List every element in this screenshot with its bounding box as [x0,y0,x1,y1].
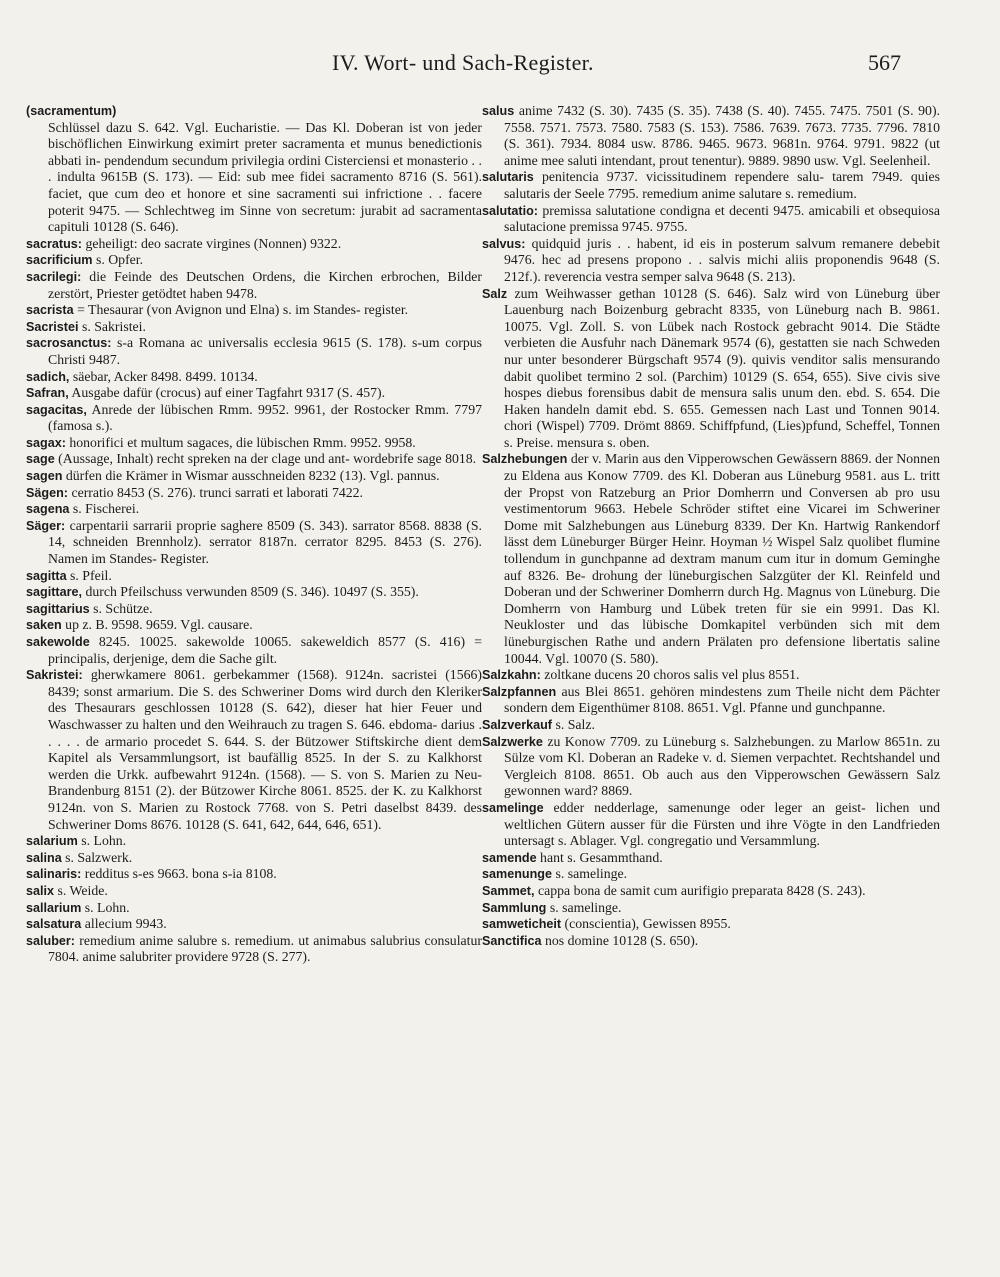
entry-headword: Salzkahn: [482,668,541,683]
entry-headword: Sanctifica [482,933,542,948]
index-entry [482,933,940,950]
index-entry [26,634,482,667]
entry-headword: sagacitas, [26,402,87,417]
index-entry [26,866,482,883]
entry-text: (conscientia), Gewissen 8955. [561,916,731,932]
entry-headword: Salzverkauf [482,717,553,732]
entry-headword: sagen [26,469,63,484]
entry-headword: sagittarius [26,601,90,616]
index-entry [26,833,482,850]
entry-headword: Sammlung [482,900,547,915]
index-entry [482,883,940,900]
entry-text: carpentarii sarrarii proprie saghere 8509 (S. 343). sarrator 8568. 8838 (S. 14, schneiden Brennholz). serrator 8187n. cerrator 8295. 8453 (S. 276). Namen im Standes- Register. [48,517,482,567]
entry-headword: sagena [26,502,70,517]
index-entry [482,169,940,202]
index-entry [26,103,482,236]
index-entry [482,667,940,684]
entry-headword: sagax: [26,435,66,450]
page-title: IV. Wort- und Sach-Register. [332,50,594,75]
entry-headword: saluber: [26,933,75,948]
entry-text: s. Sakristei. [78,318,146,334]
index-entry [26,402,482,435]
entry-headword: sagitta [26,568,67,583]
entry-headword: salutatio: [482,203,538,218]
entry-headword: salvus: [482,236,526,251]
entry-headword: (sacramentum) [26,104,117,118]
page-number: 567 [868,50,901,75]
entry-text: Ausgabe dafür (crocus) auf einer Tagfahrt 9317 (S. 457). [68,385,386,401]
entry-headword: salutaris [482,170,534,185]
index-entry [482,734,940,800]
index-entry [26,435,482,452]
index-entry [26,518,482,568]
entry-headword: Sacristei [26,319,79,334]
index-entry [26,385,482,402]
entry-text: honorifici et multum sagaces, die lübischen Rmm. 9952. 9958. [65,434,416,450]
entry-text: edder nedderlage, samenunge oder leger an geist- lichen und weltlichen Gütern ausser für die Fürsten und ihre Vögte in den Landfrieden untersagt s. Ablager. Vgl. congregatio und Versammlung. [504,799,940,849]
entry-headword: sakewolde [26,635,90,649]
entry-headword: sacratus: [26,236,83,251]
entry-text: s. Fischerei. [69,501,140,517]
index-entry [482,850,940,867]
entry-headword: Salzhebungen [482,452,568,467]
page-header [0,50,1000,80]
index-entry [26,468,482,485]
entry-headword: samweticheit [482,917,562,932]
entry-headword: sacrista [26,303,74,318]
entry-text: s. samelinge. [552,866,628,882]
index-entry [26,617,482,634]
index-entry [482,103,940,169]
entry-text: s. Lohn. [81,899,130,915]
index-entry [26,335,482,368]
entry-headword: Sägen: [26,485,68,500]
entry-headword: sacrilegi: [26,269,82,284]
entry-headword: salarium [26,834,78,849]
entry-text: Anrede der lübischen Rmm. 9952. 9961, der Rostocker Rmm. 7797 (famosa s.). [48,401,482,434]
index-entry [482,800,940,850]
entry-text: penitencia 9737. vicissitudinem rependere salu- tarem 7949. quies salutaris der Seele 7795. remedium anime salutare s. remedium. [504,169,940,201]
entry-headword: sagittare, [26,585,82,600]
entry-text: die Feinde des Deutschen Ordens, die Kirchen erbrochen, Bilder zerstört, Priester getödtet haben 9478. [48,268,482,301]
entry-headword: sage [26,452,55,467]
index-entry [26,584,482,601]
entry-text: s. Pfeil. [66,567,112,583]
index-entry [482,203,940,236]
entry-headword: Safran, [26,386,69,401]
entry-headword: Salz [482,286,508,301]
entry-text: quidquid juris . . habent, id eis in posterum salvum remanere debebit 9476. hec ad presens propono . . salvis michi aliis proponendis 9648 (S. 212f.). reverencia vestra semper salva 9648 (S. 213). [504,235,940,284]
entry-text: premissa salutatione condigna et decenti 9475. amicabili et obsequiosa salutacione premissa 9745. 9755. [504,202,940,235]
entry-text: s. samelinge. [546,899,622,915]
entry-text: (Aussage, Inhalt) recht spreken na der clage und ant- wordebrife sage 8018. [54,451,477,467]
index-entry [26,850,482,867]
entry-text: s. Salzwerk. [61,849,133,865]
entry-text: durch Pfeilschuss verwunden 8509 (S. 346). 10497 (S. 355). [82,584,419,600]
entry-text: aus Blei 8651. gehören mindestens zum Theile nicht dem Pächter sondern dem Eigenthümer 8108. 8651. Vgl. Pfanne und gunchpanne. [504,683,940,716]
entry-headword: salsatura [26,917,82,932]
index-entry [26,451,482,468]
entry-text: remedium anime salubre s. remedium. ut animabus salubrius consulatur 7804. anime salubriter providere 9728 (S. 277). [48,932,482,965]
entry-text: zum Weihwasser gethan 10128 (S. 646). Salz wird von Lüneburg über Lauenburg nach Boizenburg gebracht 8335, von Lüneburg nach B. 9861. 10075. Vgl. Zoll. S. von Lübek nach Rostock gebracht 9014. Die Städte verbieten die Ausfuhr nach Dänemark 9574 (6), gestatten sie nach Schweden nur unter besonderer Bürgschaft 9574 (9). quivis venditor salis mensurando dabit quolibet termino 2 sol. (Parchim) 10129 (S. 654, 655). Sive civis sive hospes diebus forensibus dabit de mensura salis unum den. ebd. S. 654. Die Haken handeln damit ebd. S. 655. Gemessen nach Last und Tonnen 9014. chori (Wispel) 7709. Drömt 8869. Schiffpfund, (Lies)pfund, Scheffel, Tonnen s. Preise. mensura s. oben. [504,285,940,450]
entry-headword: samelinge [482,800,544,815]
index-entry [26,319,482,336]
entry-text: s. Schütze. [89,600,153,616]
entry-text: anime 7432 (S. 30). 7435 (S. 35). 7438 (S. 40). 7455. 7475. 7501 (S. 90). 7558. 7571. 7573. 7580. 7583 (S. 153). 7586. 7639. 7673. 7735. 7796. 7810 (S. 361). 7934. 8084 usw. 8786. 9465. 9673. 9681n. 9764. 9791. 9822 (ut anime mee saluti intendant, prout tenentur). 9889. 9890 usw. Vgl. Seelenheil. [504,103,940,168]
entry-text: cerratio 8453 (S. 276). trunci sarrati et laborati 7422. [68,484,364,500]
entry-headword: Sammet, [482,883,535,898]
entry-headword: sacrificium [26,253,93,268]
index-entry [26,236,482,253]
entry-headword: samende [482,850,537,865]
entry-text: hant s. Gesammthand. [536,849,663,865]
entry-text: s. Weide. [54,882,108,898]
index-entry [26,916,482,933]
entry-text: säebar, Acker 8498. 8499. 10134. [69,368,258,384]
index-entry [482,236,940,286]
index-entry [26,501,482,518]
entry-headword: salus [482,104,515,118]
entry-headword: salix [26,883,55,898]
entry-headword: Salzwerke [482,734,543,749]
index-entry [26,601,482,618]
entry-text: allecium 9943. [81,916,167,932]
entry-headword: salinaris: [26,867,82,882]
entry-headword: sallarium [26,900,82,915]
index-entry [26,252,482,269]
entry-text: cappa bona de samit cum aurifigio preparata 8428 (S. 243). [534,882,866,898]
index-entry [26,883,482,900]
entry-text: zoltkane ducens 20 choros salis vel plus 8551. [540,667,800,683]
index-entry [482,684,940,717]
entry-text: s-a Romana ac universalis ecclesia 9615 (S. 178). s-um corpus Christi 9487. [48,335,482,367]
entry-text: s. Salz. [552,716,595,732]
entry-headword: saken [26,618,62,633]
index-entry [26,369,482,386]
index-entry [482,866,940,883]
entry-headword: salina [26,850,62,865]
index-entry [26,302,482,319]
index-entry [482,717,940,734]
index-entry [482,900,940,917]
entry-text: Schlüssel dazu S. 642. Vgl. Eucharistie. — Das Kl. Doberan ist von jeder bischöflichen Einwirkung eximirt preter sacramenta et munus benedictionis abbati in- pendendum secundum privilegia ordini Cisterciensi et monasterio . . . indulta 9615B (S. 173). — Eid: sub mee fidei sacramento 8716 (S. 561). faciet, que cum deo et honore et sine sacramenti sui infrictione . . facere poterit 9475. — Schlechtweg im Sinne von secretum: jurabit ad sacramenta capituli 10128 (S. 646). [48,119,482,235]
entry-headword: samenunge [482,867,552,882]
entry-headword: Sakristei: [26,668,83,683]
entry-text: redditus s-es 9663. bona s-ia 8108. [81,866,277,882]
index-entry [482,286,940,452]
entry-text: s. Lohn. [77,833,127,849]
left-column [26,103,482,966]
index-entry [26,900,482,917]
entry-text: zu Konow 7709. zu Lüneburg s. Salzhebungen. zu Marlow 8651n. zu Sülze vom Kl. Doberan an Radeke v. d. Siemen verpachtet. Rechtshandel und Vergleich 8108. 8651. Ob auch aus den Vipperowschen Gewässern Salz gewonnen ward? 8869. [504,733,940,799]
entry-text: s. Opfer. [92,252,144,268]
index-entry [26,667,482,833]
index-entry [26,933,482,966]
index-entry [26,269,482,302]
entry-text: = Thesaurar (von Avignon und Elna) s. im Standes- register. [73,302,409,318]
entry-text: dürfen die Krämer in Wismar ausschneiden 8232 (13). Vgl. pannus. [62,468,440,484]
right-column [482,103,940,949]
index-entry [26,485,482,502]
entry-headword: Säger: [26,518,66,533]
entry-headword: sadich, [26,369,70,384]
index-entry [482,916,940,933]
entry-text: nos domine 10128 (S. 650). [541,932,699,948]
entry-text: der v. Marin aus den Vipperowschen Gewässern 8869. der Nonnen zu Eldena aus Konow 7709. des Kl. Doberan aus Lüneburg 9581. aus L. tritt der Propst von Ratzeburg an Prior Domherrn und Conversen ab pro usu vestimentorum 9663. Hebele Schröder stiftet eine Vicarei im Schweriner Dome mit Salzhebungen aus Lüneburg 8339. Der Kn. Hartwig Rankendorf lässt dem Lüneburger Bürger Heinr. Hoyman ½ Wispel Salz quolibet flumine tollendum in gunchpanne ad dextram manum cum itur in domum Geminghe auf 8326. Be- drohung der lüneburgischen Salzgüter der Kl. Reinfeld und Doberan und der Schweriner Domherrn durch Hg. Magnus von Lüneburg. Die Domherrn von Hamburg und Lübek treten für sie ein 9991. Das Kl. Neukloster und das lübische Domkapitel verbünden sich mit dem lüneburgischen Rathe und andern Prälaten pro defensione libertatis saline 10044. Vgl. 10070 (S. 580). [504,451,940,666]
entry-text: geheiligt: deo sacrate virgines (Nonnen) 9322. [82,235,342,251]
entry-headword: Salzpfannen [482,684,557,699]
index-entry [26,568,482,585]
index-entry [482,451,940,667]
entry-headword: sacrosanctus: [26,336,112,351]
entry-text: gherwkamere 8061. gerbekammer (1568). 9124n. sacristei (1566) 8439; sonst armarium. Die S. des Schweriner Doms wird durch den Kleriker des Thesaurars geschlossen 10128 (S. 642), dieser hat hier Feuer und Waschwasser zu halten und den Weihrauch zu tragen S. 646. ebdoma- darius . . . . . de armario procedet S. 644. S. der Bützower Stiftskirche dient dem Kapitel als Versammlungsort, ist baufällig 8525. In der S. zu Kalkhorst werden die Urkk. aufbewahrt 9124n. (1568). — S. von S. Marien zu Neu- Brandenburg 8151 (2). der Bützower Kirche 8061. 8525. der K. zu Kalkhorst 9124n. von S. Marien zu Rostock 7768. von S. Petri daselbst 8439. des Schweriner Doms 8676. 10128 (S. 641, 642, 644, 646, 651). [48,667,482,832]
entry-text: up z. B. 9598. 9659. Vgl. causare. [61,617,253,633]
entry-text: 8245. 10025. sakewolde 10065. sakeweldich 8577 (S. 416) = principalis, derjenige, dem die Sache gilt. [48,634,482,666]
